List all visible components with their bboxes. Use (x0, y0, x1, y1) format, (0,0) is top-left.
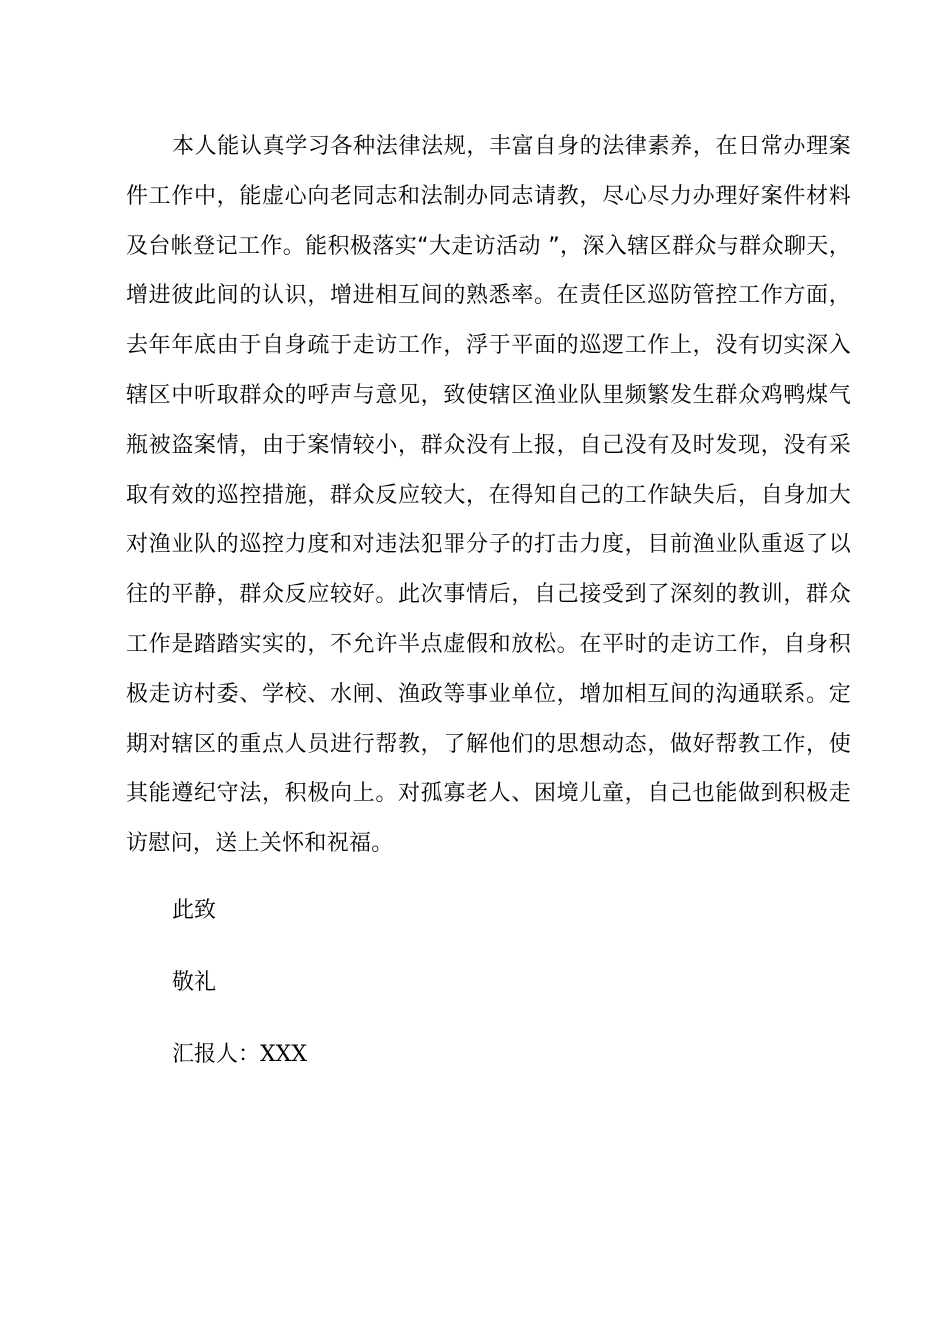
salutation: 此致 (172, 898, 217, 923)
body-line: 期对辖区的重点人员进行帮教，了解他们的思想动态，做好帮教工作，使 (126, 731, 851, 757)
body-line: 取有效的巡控措施，群众反应较大，在得知自己的工作缺失后，自身加大 (126, 482, 851, 508)
body-line: 本人能认真学习各种法律法规，丰富自身的法律素养，在日常办理案 (172, 134, 851, 159)
body-line: 辖区中听取群众的呼声与意见，致使辖区渔业队里频繁发生群众鸡鸭煤气 (126, 382, 851, 408)
reporter-name: XXX (260, 1042, 308, 1067)
body-paragraph (126, 122, 851, 869)
body-line: 其能遵纪守法，积极向上。对孤寡老人、困境儿童，自己也能做到积极走 (126, 781, 851, 807)
body-line: 瓶被盗案情，由于案情较小，群众没有上报，自己没有及时发现，没有采 (126, 432, 851, 458)
body-line: 件工作中，能虚心向老同志和法制办同志请教，尽心尽力办理好案件材料 (126, 183, 851, 209)
body-line: 工作是踏踏实实的，不允许半点虚假和放松。在平时的走访工作，自身积 (126, 631, 851, 657)
regards: 敬礼 (172, 970, 217, 995)
body-line: 访慰问，送上关怀和祝福。 (126, 831, 394, 857)
body-line: 极走访村委、学校、水闸、渔政等事业单位，增加相互间的沟通联系。定 (126, 681, 851, 707)
body-line: 往的平静，群众反应较好。此次事情后，自己接受到了深刻的教训，群众 (126, 582, 851, 608)
body-line: 增进彼此间的认识，增进相互间的熟悉率。在责任区巡防管控工作方面， (126, 283, 851, 309)
body-line: 去年年底由于自身疏于走访工作，浮于平面的巡逻工作上，没有切实深入 (126, 333, 851, 359)
reporter-label: 汇报人： (172, 1042, 261, 1067)
body-line: 对渔业队的巡控力度和对违法犯罪分子的打击力度，目前渔业队重返了以 (126, 532, 851, 558)
body-line: 及台帐登记工作。能积极落实“大走访活动 ”，深入辖区群众与群众聊天， (126, 233, 851, 259)
reporter-signature (172, 1040, 307, 1070)
